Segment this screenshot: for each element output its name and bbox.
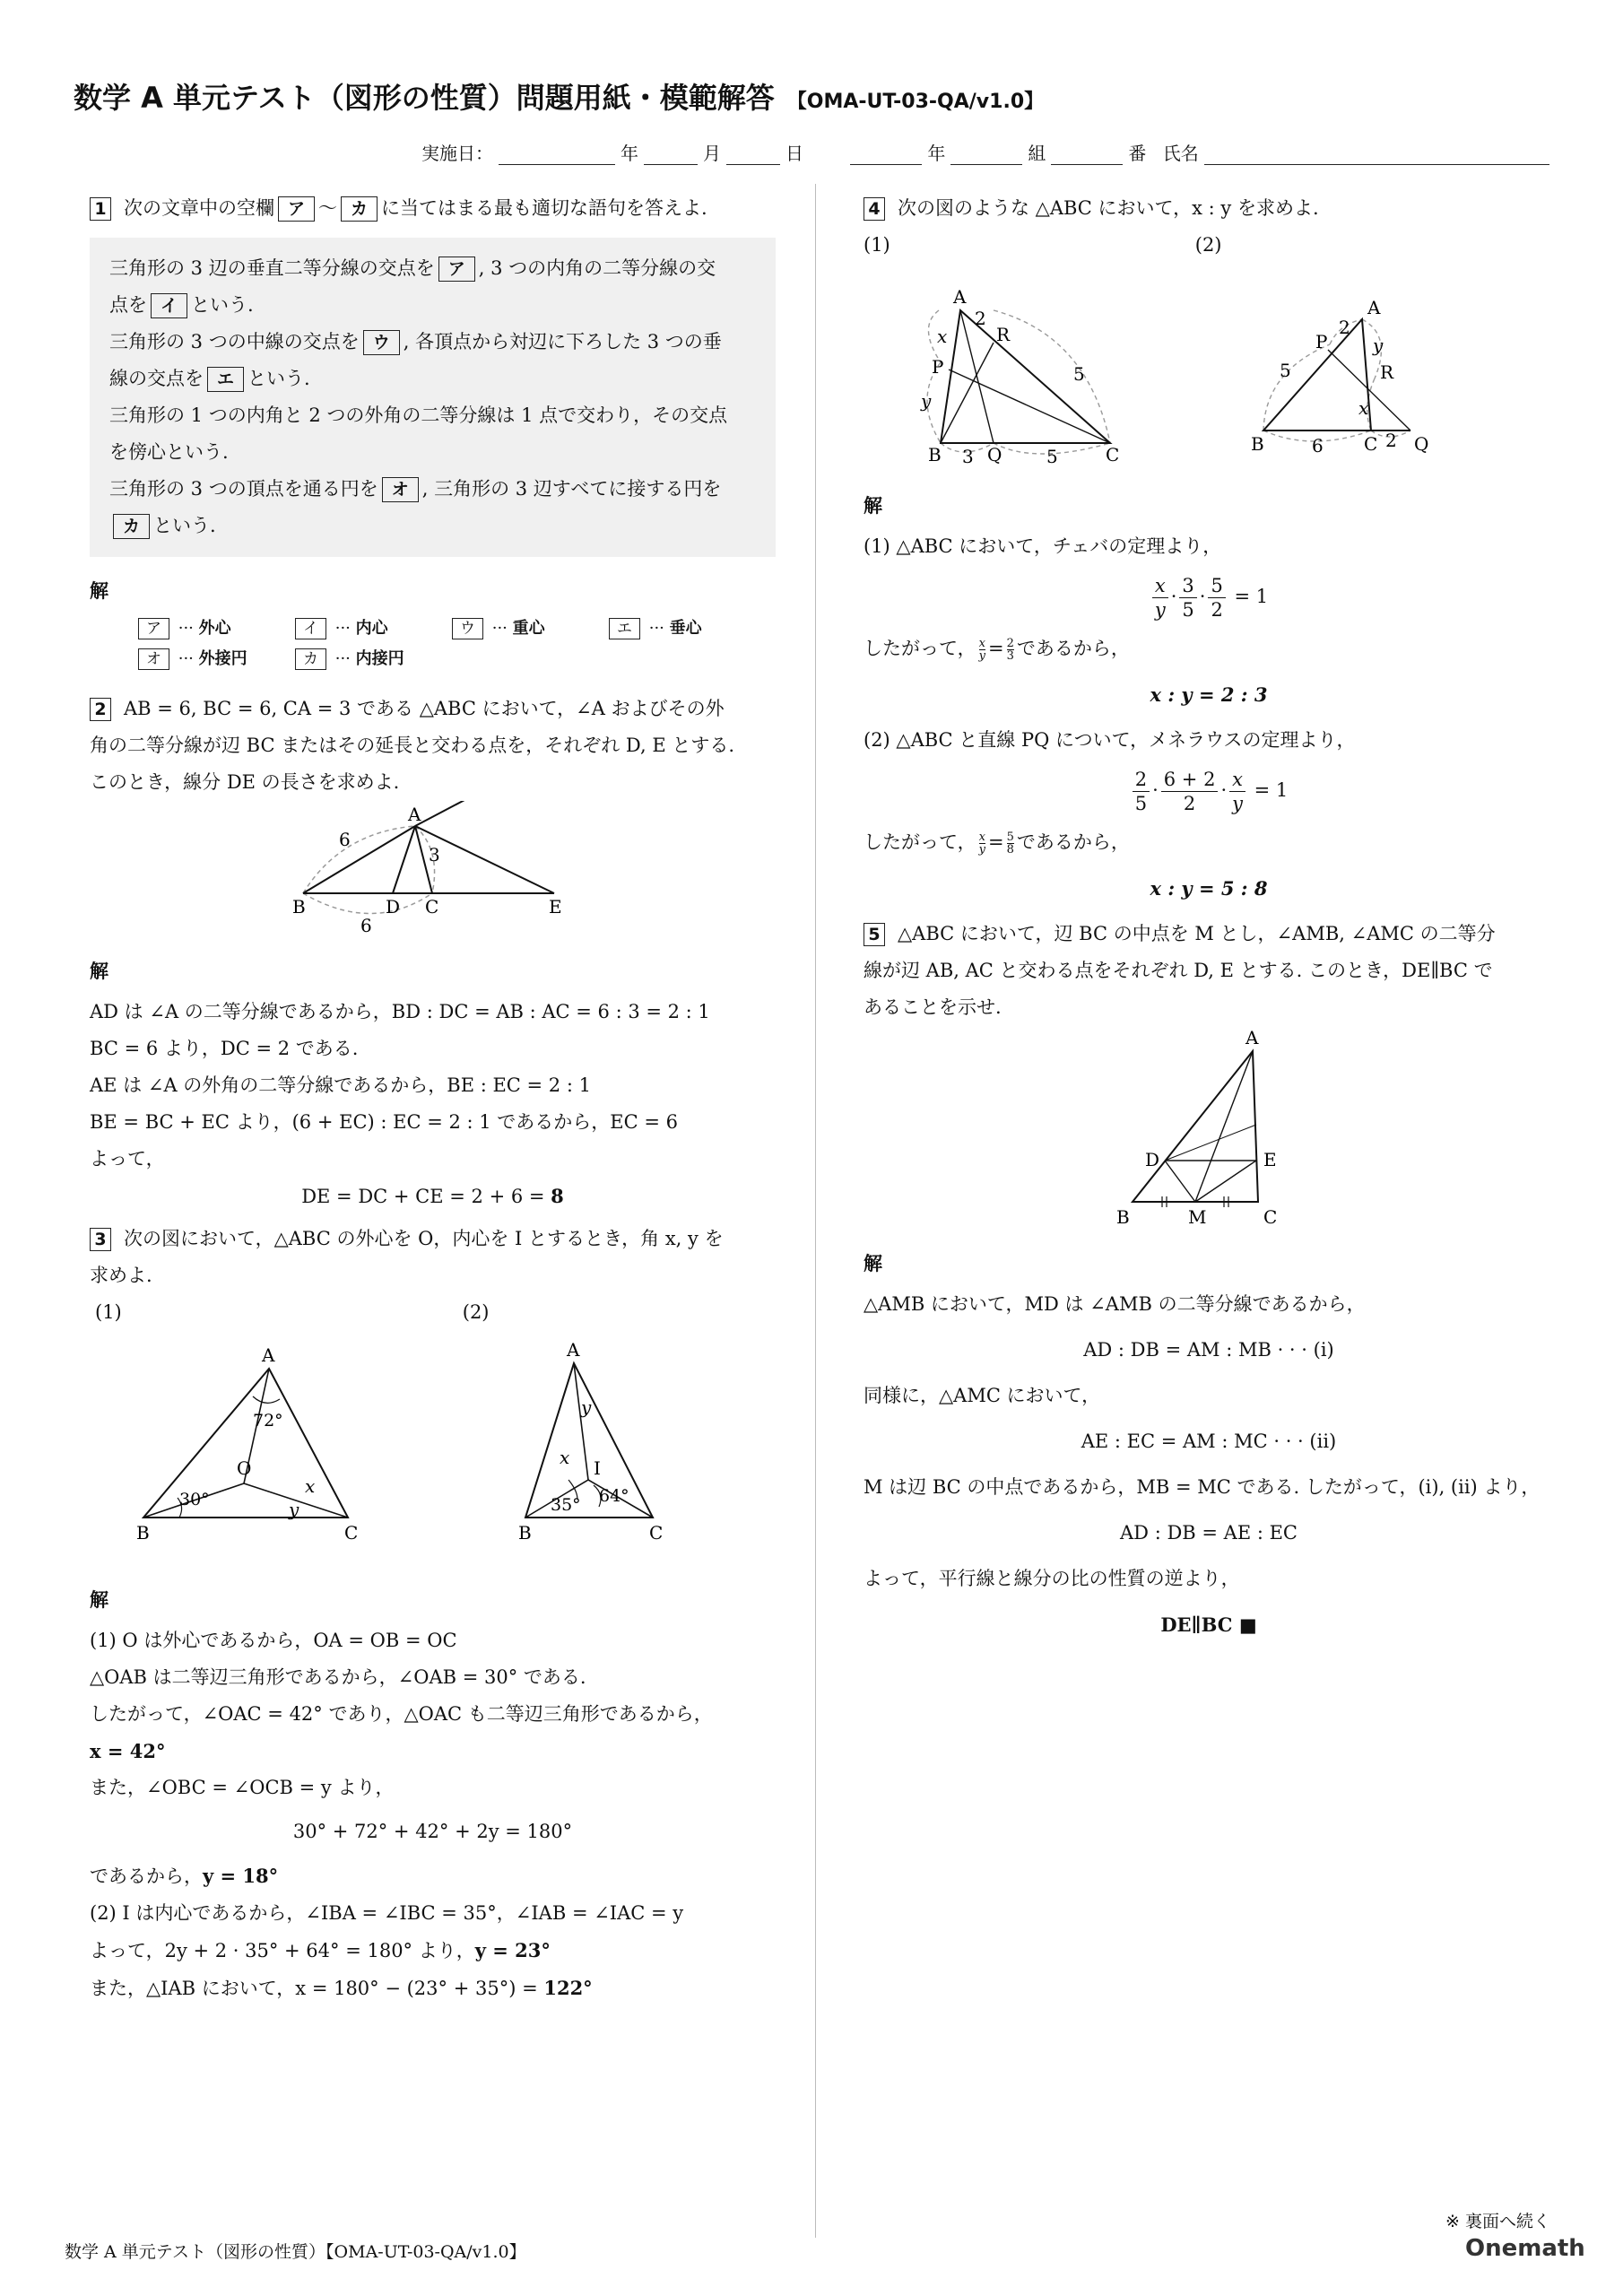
vertex-label-C: C [1364,433,1378,455]
answer-item: イ ··· 内心 [291,613,448,644]
segment-label-x: x [1358,397,1369,419]
continue-note: ※ 裏面へ続く [1445,2212,1550,2231]
segment-label-5: 5 [1280,360,1291,381]
solution-label: 解 [90,580,108,602]
angle-label-64: 64° [599,1486,629,1506]
question-5: 5 △ABC において，辺 BC の中点を M とし，∠AMB, ∠AMC の二等分 線が辺 AB, AC と交わる点をそれぞれ D, E とする. このとき，DE∥BC で あることを示せ. A B C D E M 解 △AMB において，MD は ∠AMB の二等分線であるから， AD : DB = AM : MB · · · (i) 同様に，△AMC において， AE : EC = AM : MC · · · (ii) M は辺 BC の中点であるから，MB = MC である. したがって，(i), (ii) より， AD : DB = AE : EC よって，平行線と線分の比の性質の逆より， DE∥BC ■ [864,916,1554,1643]
question-3: 3 次の図において，△ABC の外心を O，内心を I とするとき，角 x, y を 求めよ. (1) (2) A B C O 72° 30° x y A B C I 35° 64° x y 解 (1) O は外心であるから，OA = OB = OC △OAB は二等辺三角形であるから，∠OAB = 30° である. したがって，∠OAC = 42° であり，△OAC も二等辺三角形であるから， x = 42° また，∠OBC = ∠OCB = y より， 30° + 72° + 42° + 2y = 180° であるから，y = 18° (2) I は内心であるから，∠IBA = ∠IBC = 35°，∠IAB = ∠IAC = y よって，2y + 2 · 35° + 64° = 180° より，y = 23° また，△IAB において，x = 180° − (23° + 35°) = 122° [90,1221,776,2007]
question-1: 1 次の文章中の空欄 ア 〜 カ に当てはまる最も適切な語句を答えよ. 三角形の 3 辺の垂直二等分線の交点を ア , 3 つの内角の二等分線の交 点を イ という. 三角形の 3 つの中線の交点を ウ , 各頂点から対辺に下ろした 3 つの垂 線の交点を エ という. 三角形の 1 つの内角と 2 つの外角の二等分線は 1 点で交わり，その交点 を傍心という. 三角形の 3 つの頂点を通る円を オ , 三角形の 3 辺すべてに接する円を カ という. 解 ア ··· 外心 イ ··· 内心 ウ ··· 重心 エ ··· 垂心 オ ··· 外接円 カ ··· 内接円 [90,190,776,674]
question-number: 4 [864,197,885,221]
vertex-label-P: P [932,356,944,378]
question-2-figure [90,801,776,935]
vertex-label-A: A [1245,1027,1259,1048]
segment-label-2: 2 [1339,317,1350,338]
vertex-label-C: C [1263,1206,1278,1228]
solution-label: 解 [90,961,108,982]
vertex-label-B: B [136,1522,150,1544]
vertex-label-O: O [237,1457,252,1479]
question-5-figure [864,1026,1554,1228]
segment-label-2b: 2 [1385,430,1397,451]
length-label-ab: 6 [339,829,351,850]
vertex-label-Q: Q [987,444,1002,465]
angle-label-x: x [560,1447,570,1468]
footer-text: 数学 A 単元テスト（図形の性質）【OMA-UT-03-QA/v1.0】 [65,2242,526,2262]
solution-label: 解 [864,1253,882,1274]
angle-label-y: y [289,1499,299,1520]
page-title: 数学 A 単元テスト（図形の性質）問題用紙・模範解答 【OMA-UT-03-QA/v1.0】 [74,81,1045,115]
segment-label-x: x [937,326,948,347]
right-column [864,190,1554,1652]
vertex-label-E: E [549,896,562,918]
angle-label-72: 72° [253,1411,283,1431]
segment-label-5: 5 [1073,363,1085,385]
angle-label-y: y [581,1396,592,1418]
question-number: 2 [90,698,111,721]
vertex-label-C: C [1106,444,1120,465]
vertex-label-B: B [1116,1206,1130,1228]
solution-label: 解 [90,1589,108,1611]
doc-code: 【OMA-UT-03-QA/v1.0】 [786,91,1045,113]
menelaus-equation: $\frac{2}{5}$ · $\frac{6 + 2}{2}$ · $\frac{x}{y}$ = 1 [864,768,1554,815]
angle-label-35: 35° [551,1495,581,1515]
vertex-label-D: D [386,896,401,918]
question-number: 3 [90,1228,111,1251]
segment-label-y: y [921,390,932,412]
vertex-label-P: P [1315,331,1328,352]
segment-label-2: 2 [975,308,986,329]
segment-label-3: 3 [962,446,974,467]
question-3-figures [90,1331,776,1564]
length-label-bc: 6 [360,915,372,935]
question-1-passage: 三角形の 3 辺の垂直二等分線の交点を ア , 3 つの内角の二等分線の交 点を イ という. 三角形の 3 つの中線の交点を ウ , 各頂点から対辺に下ろした 3 つの垂 線の交点を エ という. 三角形の 1 つの内角と 2 つの外角の二等分線は 1 点で交わり，その交点 を傍心という. 三角形の 3 つの頂点を通る円を オ , 三角形の 3 辺すべてに接する円を カ という. [90,238,776,557]
vertex-label-C: C [425,896,439,918]
question-number: 1 [90,197,111,221]
question-number: 5 [864,923,885,946]
answer-item: ア ··· 外心 [135,613,291,644]
question-2: 2 AB = 6, BC = 6, CA = 3 である △ABC において，∠A およびその外 角の二等分線が辺 BC またはその延長と交わる点を，それぞれ D, E とする. このとき，線分 DE の長さを求めよ. A B D C E 6 3 6 解 AD は ∠A の二等分線であるから，BD : DC = AB : AC = 6 : 3 = 2 : 1 BC = 6 より，DC = 2 である. AE は ∠A の外角の二等分線であるから，BE : EC = 2 : 1 BE = BC + EC より，(6 + EC) : EC = 2 : 1 であるから，EC = 6 よって， DE = DC + CE = 2 + 6 = 8 [90,691,776,1215]
left-column [90,190,776,2007]
segment-label-5b: 5 [1046,446,1058,467]
student-info-line: 実施日： 年 月 日 年 組 番 氏名 [421,139,1555,165]
question-1-answers [135,613,776,674]
vertex-label-I: I [594,1457,601,1479]
vertex-label-B: B [292,896,306,918]
answer-item: オ ··· 外接円 [135,644,291,674]
vertex-label-A: A [1367,297,1381,318]
vertex-label-R: R [996,324,1011,345]
ceva-equation: $\frac{x}{y}$ · $\frac{3}{5}$ · $\frac{5}{2}$ = 1 [864,574,1554,622]
vertex-label-R: R [1380,361,1394,383]
vertex-label-A: A [567,1339,580,1361]
question-4-figures [864,264,1554,470]
vertex-label-A: A [953,286,967,308]
vertex-label-E: E [1263,1149,1277,1170]
vertex-label-A: A [408,804,421,825]
vertex-label-Q: Q [1414,433,1429,455]
question-4: 4 次の図のような △ABC において，x : y を求めよ. (1) (2) A B C P Q R x y 2 5 3 5 A B C P Q R x y 2 5 6 2 解 (1) △ABC において，チェバの定理より， $\frac{x}{y}$ · $\frac{3}{5}$ · $\frac{5}{2}$ = 1 したがって， $\frac{x}{y}$ = $\frac{2}{3}$ であるから， x : y = 2 : 3 (2) △ABC と直線 PQ について，メネラウスの定理より， $\frac{2}{5}$ · $\frac{6 + 2}{2}$ · $\frac{x}{y}$ = 1 したがって， $\frac{x}{y}$ = $\frac{5}{8}$ であるから， x : y = 5 : 8 [864,190,1554,907]
vertex-label-B: B [518,1522,532,1544]
vertex-label-M: M [1188,1206,1207,1228]
solution-label: 解 [864,495,882,517]
answer-item: カ ··· 内接円 [291,644,448,674]
onemath-logo: Onemath [1465,2235,1585,2262]
segment-label-6: 6 [1312,435,1324,457]
length-label-ac: 3 [429,844,440,865]
column-divider [815,184,816,2238]
vertex-label-C: C [649,1522,664,1544]
vertex-label-C: C [344,1522,359,1544]
question-2-final: DE = DC + CE = 2 + 6 = 8 [301,1185,564,1207]
segment-label-y: y [1373,335,1384,356]
vertex-label-D: D [1145,1149,1160,1170]
angle-label-30: 30° [179,1490,210,1509]
vertex-label-A: A [262,1344,275,1366]
vertex-label-B: B [1251,433,1264,455]
vertex-label-B: B [928,444,942,465]
answer-item: ウ ··· 重心 [448,613,605,644]
answer-item: エ ··· 垂心 [605,613,762,644]
angle-label-x: x [305,1475,316,1497]
